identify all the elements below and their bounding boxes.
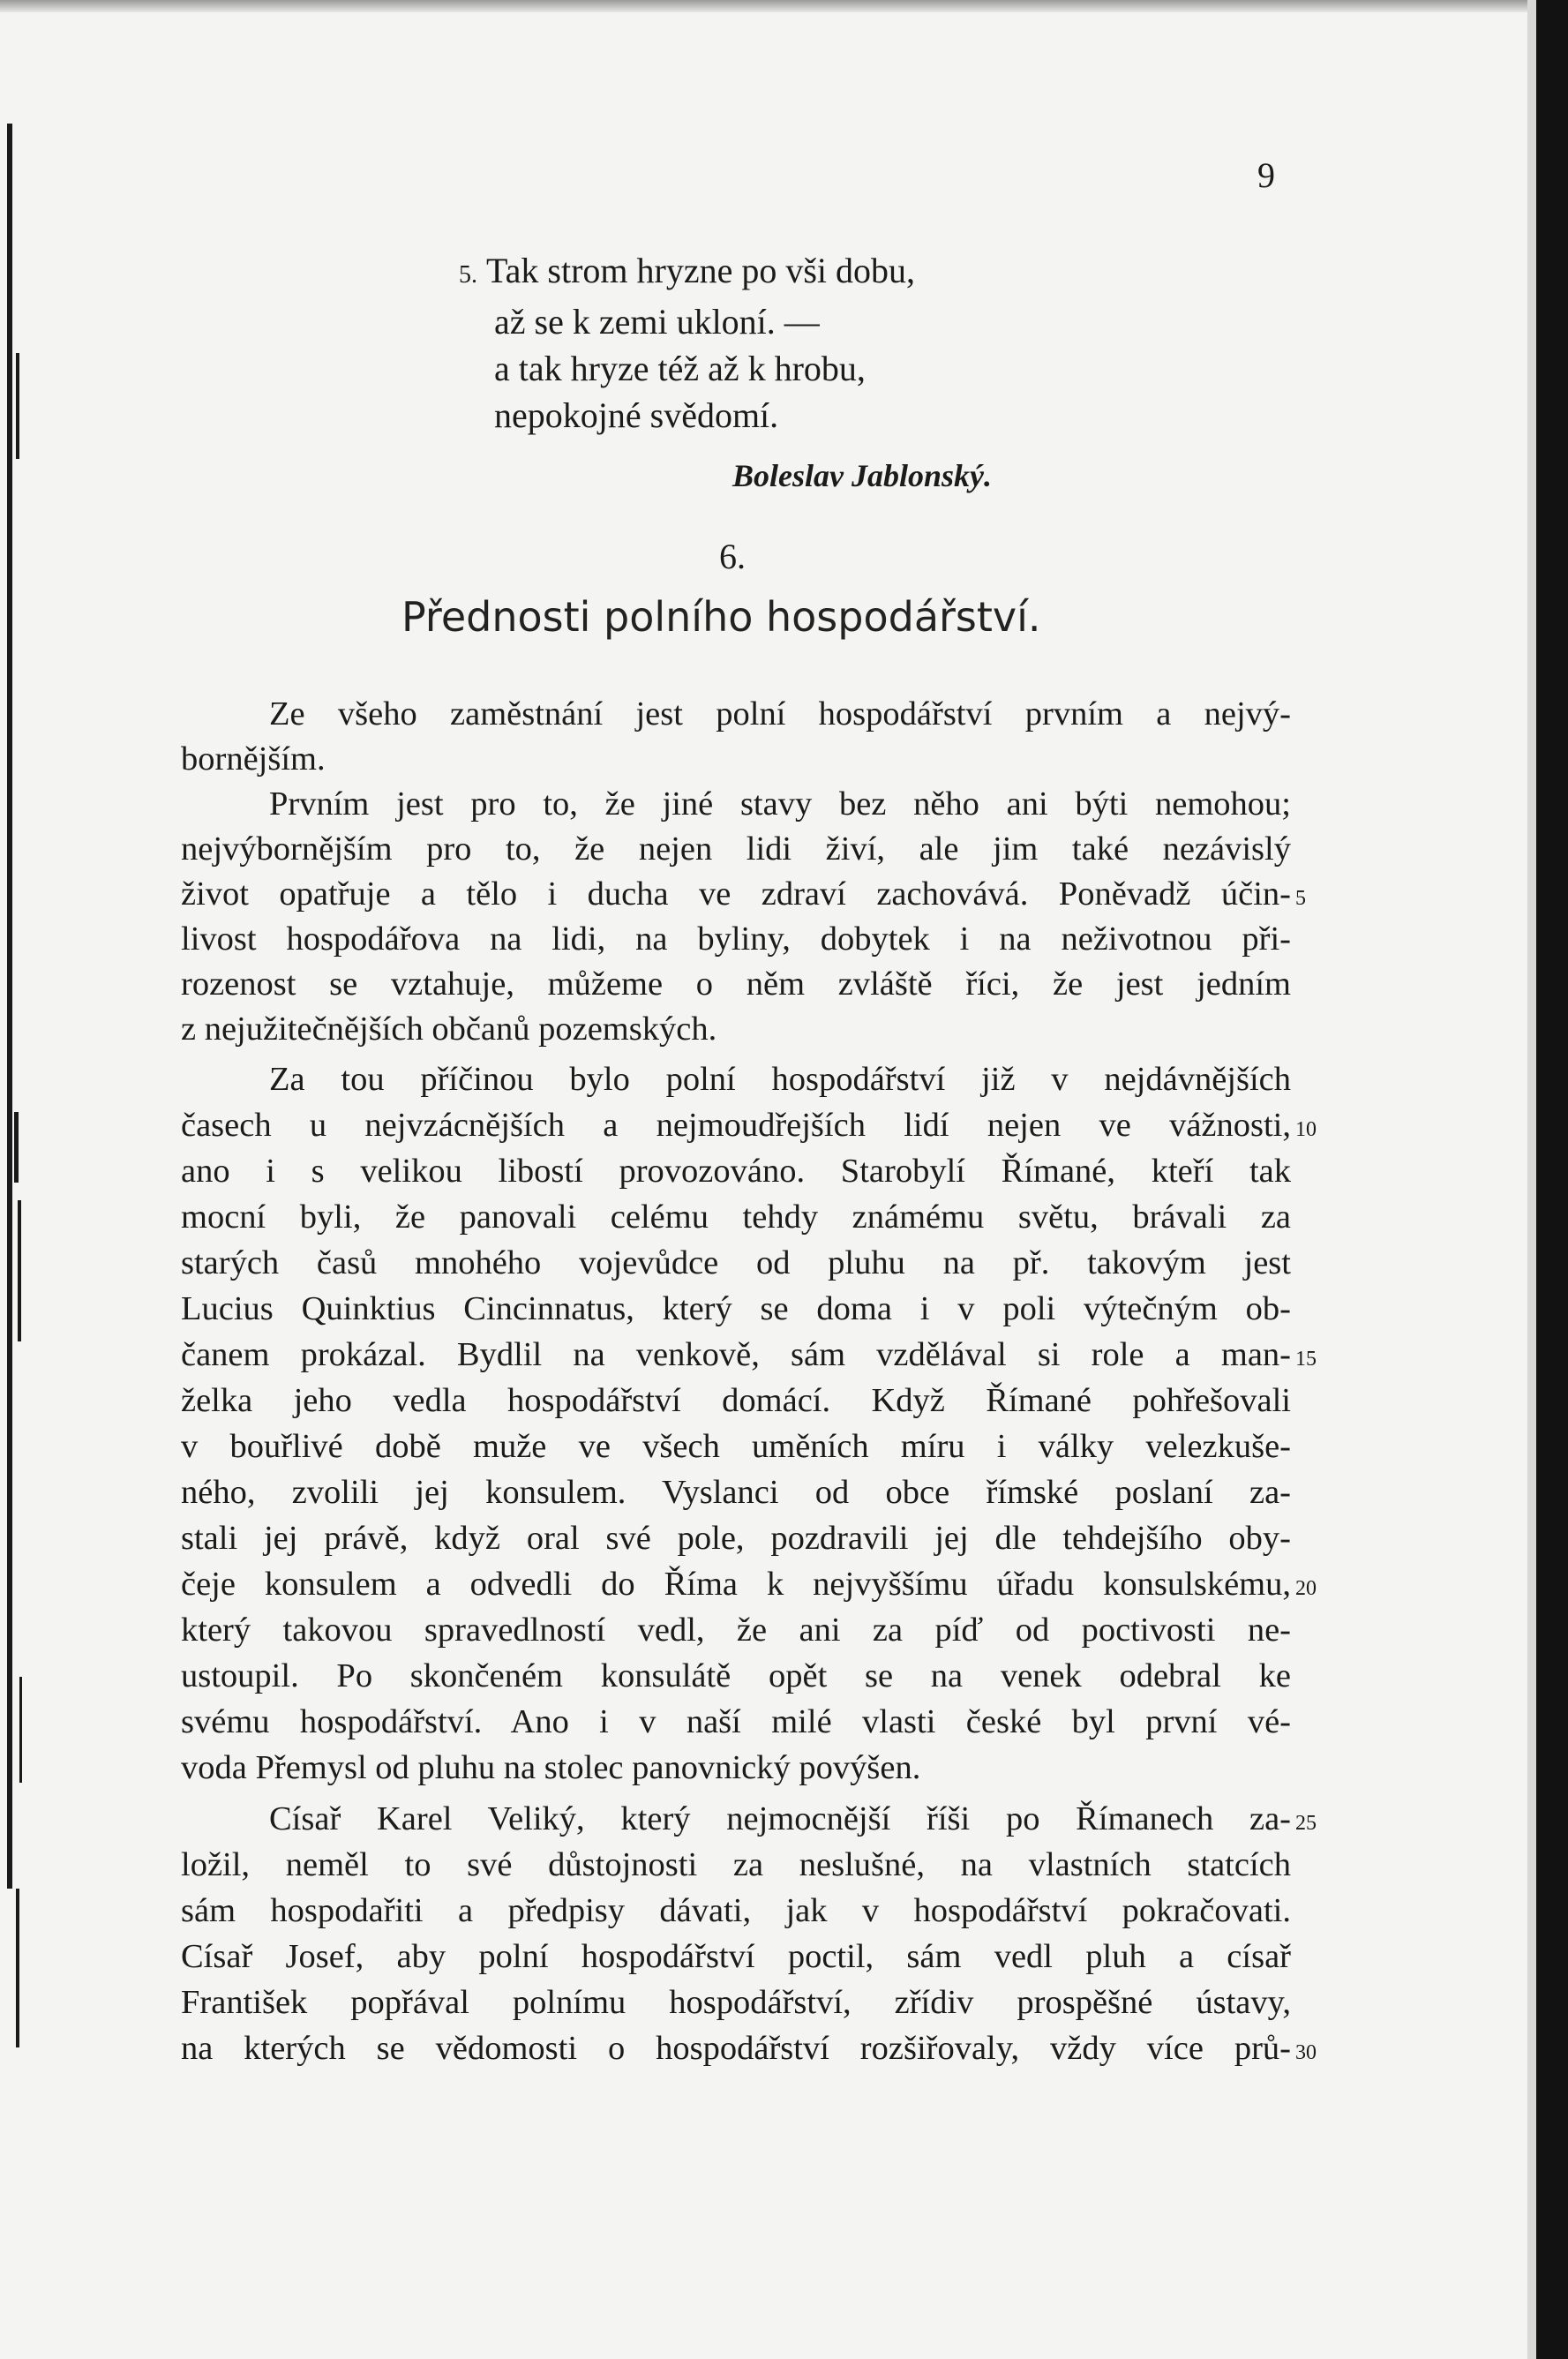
poem-author: Boleslav Jablonský. xyxy=(732,458,992,493)
text-line: v bouřlivé době muže ve všech uměních míru i války velezkuše- xyxy=(181,1428,1291,1465)
text-line: Císař Josef, aby polní hospodářství poctil, sám vedl pluh a císař xyxy=(181,1938,1291,1975)
line-number: 10 xyxy=(1295,1118,1317,1141)
text-line: nejvýbornějším pro to, že nejen lidi živí, ale jim také nezávislý xyxy=(181,830,1291,868)
line-number: 15 xyxy=(1295,1348,1317,1371)
text-line: ustoupil. Po skončeném konsulátě opět se na venek odebral ke xyxy=(181,1657,1291,1694)
text-line: voda Přemysl od pluhu na stolec panovnický povýšen. xyxy=(181,1749,921,1786)
text-line: sám hospodařiti a předpisy dávati, jak v hospodářství pokračovati. xyxy=(181,1892,1291,1929)
text-line: želka jeho vedla hospodářství domácí. Když Římané pohřešovali xyxy=(181,1382,1291,1419)
text-line: Za tou příčinou bylo polní hospodářství již v nejdávnějších xyxy=(269,1061,1291,1098)
poem-line: nepokojné svědomí. xyxy=(494,395,779,435)
text-line: život opatřuje a tělo i ducha ve zdraví zachovává. Poněvadž účin- xyxy=(181,875,1291,913)
line-number: 30 xyxy=(1295,2041,1317,2064)
text-line: stali jej právě, když oral své pole, pozdravili jej dle tehdejšího oby- xyxy=(181,1520,1291,1557)
binding-edge xyxy=(0,0,26,2359)
poem-line: až se k zemi ukloní. — xyxy=(494,302,820,342)
text-line: mocní byli, že panovali celému tehdy známému světu, brávali za xyxy=(181,1198,1291,1236)
text-line: Prvním jest pro to, že jiné stavy bez něho ani býti nemohou; xyxy=(269,785,1291,823)
stanza-number: 5. xyxy=(459,261,477,289)
poem-line: a tak hryze též až k hrobu, xyxy=(494,349,866,388)
text-line: časech u nejvzácnějších a nejmoudřejších lidí nejen ve vážnosti, xyxy=(181,1107,1291,1144)
text-line: svému hospodářství. Ano i v naší milé vlasti české byl první vé- xyxy=(181,1703,1291,1740)
text-line: ano i s velikou libostí provozováno. Starobylí Římané, kteří tak xyxy=(181,1153,1291,1190)
text-line: na kterých se vědomosti o hospodářství rozšiřovaly, vždy více prů- xyxy=(181,2030,1291,2067)
line-number: 5 xyxy=(1295,887,1306,910)
text-line: starých časů mnohého vojevůdce od pluhu na př. takovým jest xyxy=(181,1244,1291,1281)
page-edge-light xyxy=(1527,0,1536,2359)
text-line: Lucius Quinktius Cincinnatus, který se doma i v poli výtečným ob- xyxy=(181,1290,1291,1327)
chapter-number: 6. xyxy=(719,537,746,576)
text-line: z nejužitečnějších občanů pozemských. xyxy=(181,1010,717,1048)
text-line: livost hospodářova na lidi, na byliny, dobytek i na neživotnou při- xyxy=(181,920,1291,958)
page-number: 9 xyxy=(1257,155,1275,195)
poem-stanza xyxy=(459,247,915,439)
chapter-title: Přednosti polního hospodářství. xyxy=(401,593,1041,641)
line-number: 20 xyxy=(1295,1577,1317,1600)
text-line: František popřával polnímu hospodářství, zřídiv prospěšné ústavy, xyxy=(181,1984,1291,2021)
text-line: Ze všeho zaměstnání jest polní hospodářství prvním a nejvý- xyxy=(269,695,1291,732)
text-line: čeje konsulem a odvedli do Říma k nejvyššímu úřadu konsulskému, xyxy=(181,1566,1291,1603)
poem-line: 5. Tak strom hryzne po vši dobu, xyxy=(459,251,916,290)
text-line: ložil, neměl to své důstojnosti za neslušné, na vlastních statcích xyxy=(181,1846,1291,1883)
text-line: čanem prokázal. Bydlil na venkově, sám vzdělával si role a man- xyxy=(181,1336,1291,1373)
text-line: ného, zvolili jej konsulem. Vyslanci od obce římské poslaní za- xyxy=(181,1474,1291,1511)
line-number: 25 xyxy=(1295,1812,1317,1835)
page-top-shadow xyxy=(0,0,1568,12)
text-line: který takovou spravedlností vedl, že ani za píď od poctivosti ne- xyxy=(181,1611,1291,1649)
page-edge-dark xyxy=(1536,0,1568,2359)
text-line: bornějším. xyxy=(181,740,326,778)
text-line: rozenost se vztahuje, můžeme o něm zvláště říci, že jest jedním xyxy=(181,965,1291,1003)
text-line: Císař Karel Veliký, který nejmocnější říši po Římanech za- xyxy=(269,1800,1291,1837)
